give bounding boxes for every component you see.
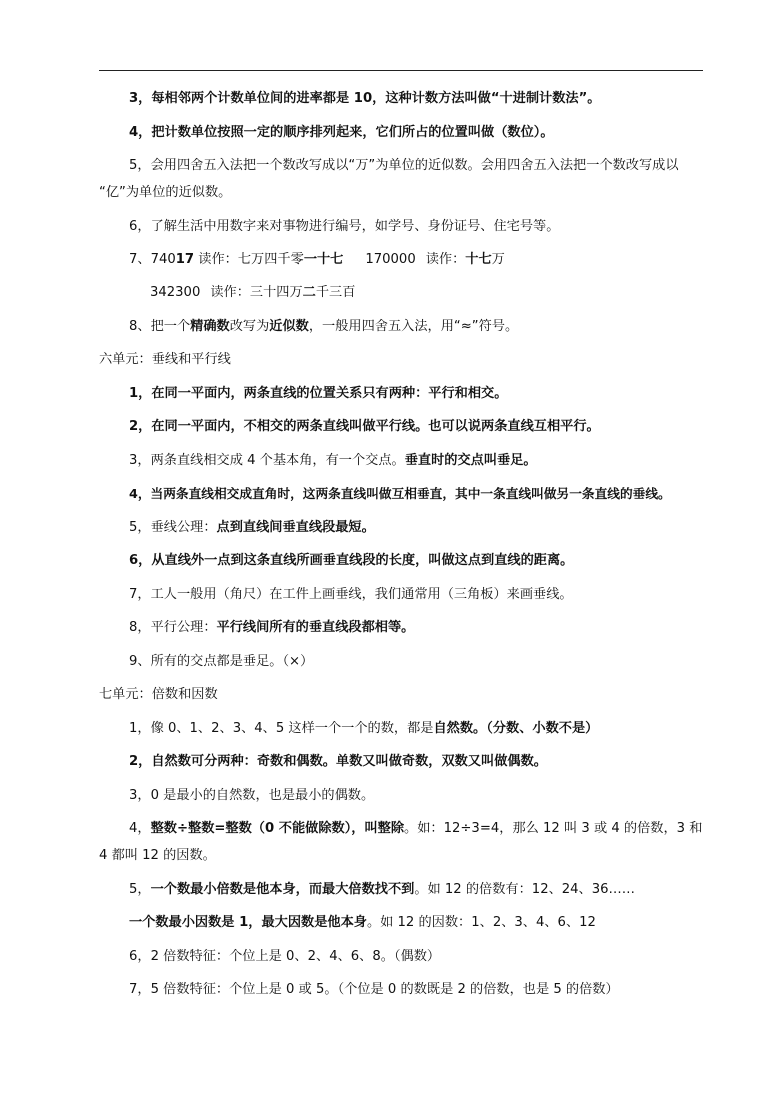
text: 一十七 (303, 252, 344, 267)
text: 3，每相邻两个计数单位间的进率都是 (129, 91, 350, 106)
text: 自然数。（分数、小数不是） (433, 721, 599, 736)
text: 10 (349, 91, 373, 106)
text: 万 (491, 252, 505, 267)
text: 。如 12 的因数：1、2、3、4、6、12 (366, 915, 596, 930)
text: 。如：12÷3=4，那么 12 叫 3 或 4 的倍数，3 和 (404, 821, 703, 836)
text: 6，从直线外一点到这条直线所画垂直线段的长度，叫做这点到直线的距离。 (129, 553, 574, 568)
text: 近似数 (269, 319, 309, 334)
unit6-item-2 (129, 418, 600, 436)
text: 7，工人一般用（角尺）在工件上画垂线，我们通常用（三角板）来画垂线。 (129, 587, 573, 602)
text: 6，2 倍数特征：个位上是 0、2、4、6、8。（偶数） (129, 949, 441, 964)
text: 7、740 (129, 252, 176, 267)
text: 二 (302, 285, 316, 300)
unit7-item-5-cont (129, 914, 596, 932)
text: 4 都叫 12 的因数。 (99, 848, 216, 863)
unit7-item-5 (129, 881, 635, 899)
text: 。如 12 的倍数有：12、24、36…… (414, 882, 635, 897)
text: 170000 (365, 252, 416, 267)
text: 七单元：倍数和因数 (99, 687, 218, 702)
text: “亿”为单位的近似数。 (99, 185, 232, 200)
unit7-item-2 (129, 753, 547, 771)
text: 2，自然数可分两种：奇数和偶数。单数又叫做奇数，双数又叫做偶数。 (129, 754, 547, 769)
text: 5，垂线公理： (129, 520, 217, 535)
text: 千三百 (315, 285, 356, 300)
unit6-item-1 (129, 385, 507, 403)
text: 4， (129, 821, 151, 836)
unit6-item-4 (129, 485, 671, 504)
text: 读作：七万四千零 (194, 252, 304, 267)
text: 2，在同一平面内，不相交的两条直线叫做平行线。也可以说两条直线互相平行。 (129, 419, 600, 434)
text: 一个数最小倍数是他本身，而最大倍数找不到 (150, 882, 415, 897)
unit7-title (99, 686, 218, 704)
unit6-item-7 (129, 586, 573, 604)
text: 十七 (465, 252, 492, 267)
text: 1，像 0、1、2、3、4、5 这样一个一个的数，都是 (129, 721, 434, 736)
text: 4，当两条直线相交成直角时，这两条直线叫做互相垂直，其中一条直线叫做另一条直线的垂线。 (129, 486, 671, 501)
text: 一个数最小因数是 1，最大因数是他本身 (129, 915, 367, 930)
text: ，一般用四舍五入法，用“≈”符号。 (308, 319, 519, 334)
text: 8，平行公理： (129, 620, 217, 635)
text: 平行线间所有的垂直线段都相等。 (216, 620, 415, 635)
unit5-item-5-cont (99, 184, 231, 202)
text: 3，两条直线相交成 4 个基本角，有一个交点。 (129, 453, 405, 468)
text: 342300 (150, 285, 201, 300)
text: 9、所有的交点都是垂足。（×） (129, 654, 314, 669)
text: 整数÷整数=整数（0 不能做除数），叫整除 (150, 821, 405, 836)
text: 点到直线间垂直线段最短。 (216, 520, 375, 535)
text: 读作：三十四万 (210, 285, 303, 300)
text: 5， (129, 882, 151, 897)
unit7-item-3 (129, 787, 374, 805)
text: ，这种计数方法叫做“十进制计数法”。 (372, 91, 601, 106)
unit6-title (99, 351, 231, 369)
text: 改写为 (229, 319, 270, 334)
unit7-item-4 (129, 820, 702, 838)
unit5-item-7 (129, 251, 505, 269)
unit5-item-4 (129, 124, 554, 142)
unit6-item-8 (129, 619, 414, 637)
unit6-item-9 (129, 653, 313, 671)
text: 六单元：垂线和平行线 (99, 352, 231, 367)
unit5-item-3 (129, 90, 600, 108)
text: 5，会用四舍五入法把一个数改写成以“万”为单位的近似数。会用四舍五入法把一个数改写成以 (129, 158, 679, 173)
unit6-item-5 (129, 519, 375, 537)
unit5-item-6 (129, 218, 559, 236)
unit7-item-1 (129, 720, 598, 738)
text: 1，在同一平面内，两条直线的位置关系只有两种：平行和相交。 (129, 386, 508, 401)
unit6-item-3 (129, 452, 537, 470)
text: 3，0 是最小的自然数，也是最小的偶数。 (129, 788, 375, 803)
unit5-item-8 (129, 318, 518, 336)
text: 4，把计数单位按照一定的顺序排列起来，它们所占的位置叫做（数位）。 (129, 125, 554, 140)
unit7-item-6 (129, 948, 440, 966)
text: 7，5 倍数特征：个位上是 0 或 5。（个位是 0 的数既是 2 的倍数，也是 5 的倍数） (129, 982, 619, 997)
unit5-item-7-cont (150, 284, 355, 302)
unit6-item-6 (129, 552, 573, 570)
text: 6，了解生活中用数字来对事物进行编号，如学号、身份证号、住宅号等。 (129, 219, 560, 234)
text: 垂直时的交点叫垂足。 (404, 453, 537, 468)
header-rule (99, 70, 703, 71)
text: 读作： (425, 252, 466, 267)
text: 精确数 (190, 319, 230, 334)
text: 8、把一个 (129, 319, 191, 334)
text: 17 (175, 252, 195, 267)
unit5-item-5 (129, 157, 679, 175)
unit7-item-4-cont (99, 847, 216, 865)
unit7-item-7 (129, 981, 619, 999)
